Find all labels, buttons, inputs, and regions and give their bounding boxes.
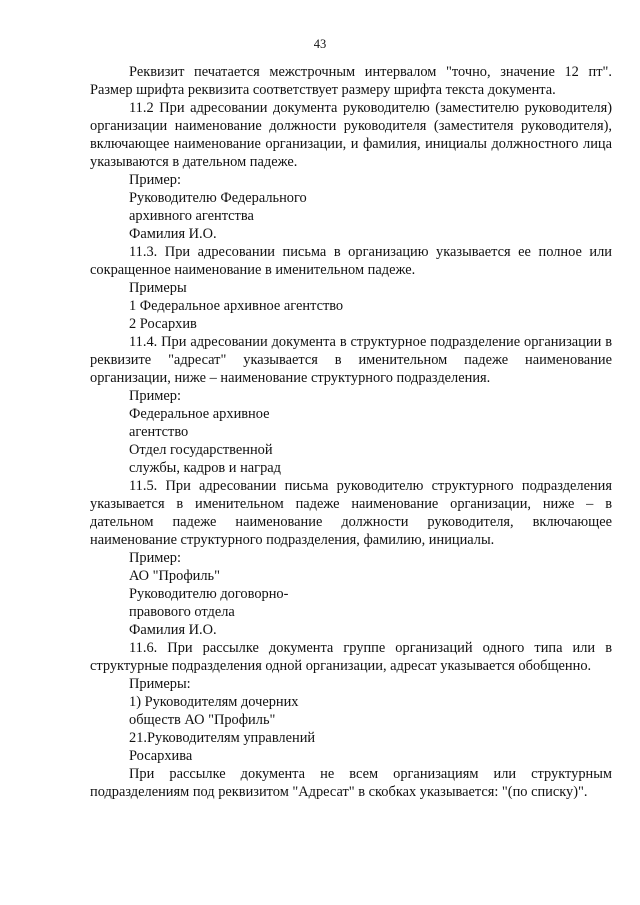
- list-number: 1): [129, 694, 141, 710]
- paragraph-11-5: 11.5. При адресовании письма руководителю структурного подразделения указывается в именительном падеже наименование организации, ниже – в дательном падеже наименование должности руководителя, включающее наименование структурного подразделения, фамилию, инициалы.: [90, 478, 612, 548]
- paragraph-11-4: 11.4. При адресовании документа в структурное подразделение организации в реквизите "адресат" указывается в именительном падеже наименование организации, ниже – наименование структурного подразделения.: [90, 334, 612, 386]
- list-text: Руководителям управлений: [147, 730, 316, 746]
- paragraph-11-2: 11.2 При адресовании документа руководителю (заместителю руководителя) организации наименование должности руководителя (заместителя руководителя), включающее наименование организации, и фамилия, инициалы должностного лица указываются в дательном падеже.: [90, 100, 612, 170]
- example-label: Пример:: [129, 172, 181, 188]
- example-label: Пример:: [129, 388, 181, 404]
- example-line: агентство: [129, 424, 189, 440]
- example-line: службы, кадров и наград: [129, 460, 281, 476]
- example-line: АО "Профиль": [129, 568, 220, 584]
- example-line: Фамилия И.О.: [129, 226, 217, 242]
- example-label: Примеры: [129, 280, 187, 296]
- example-line: Руководителю Федерального: [129, 190, 307, 206]
- example-line: Федеральное архивное: [129, 406, 270, 422]
- example-line: архивного агентства: [129, 208, 254, 224]
- example-line: [90, 693, 612, 711]
- example-line: Фамилия И.О.: [129, 622, 217, 638]
- paragraph-intro-line2: Размер шрифта реквизита соответствует размеру шрифта текста документа.: [90, 82, 556, 98]
- example-line: 1 Федеральное архивное агентство: [129, 298, 344, 314]
- example-label: Пример:: [129, 550, 181, 566]
- example-label: Примеры:: [129, 676, 191, 692]
- document-body: [90, 63, 612, 801]
- example-line: Руководителю договорно-: [129, 586, 289, 602]
- example-line: Росархива: [129, 748, 193, 764]
- example-line: правового отдела: [129, 604, 235, 620]
- example-line: 2 Росархив: [129, 316, 197, 332]
- list-text: Руководителям дочерних: [144, 694, 299, 710]
- list-number: 21.: [129, 730, 147, 746]
- example-line: Отдел государственной: [129, 442, 273, 458]
- paragraph-closing: При рассылке документа не всем организациям или структурным подразделениям под реквизитом "Адресат" в скобках указывается: "(по списку)".: [90, 766, 612, 800]
- paragraph-11-6: 11.6. При рассылке документа группе организаций одного типа или в структурные подразделения одной организации, адресат указывается обобщенно.: [90, 640, 612, 674]
- paragraph-intro-line1: Реквизит печатается межстрочным интервалом "точно, значение 12 пт".: [129, 64, 612, 80]
- example-line: [90, 729, 612, 747]
- paragraph-11-3: 11.3. При адресовании письма в организацию указывается ее полное или сокращенное наименование в именительном падеже.: [90, 244, 612, 278]
- example-line: обществ АО "Профиль": [129, 712, 276, 728]
- page-number: 43: [313, 37, 327, 51]
